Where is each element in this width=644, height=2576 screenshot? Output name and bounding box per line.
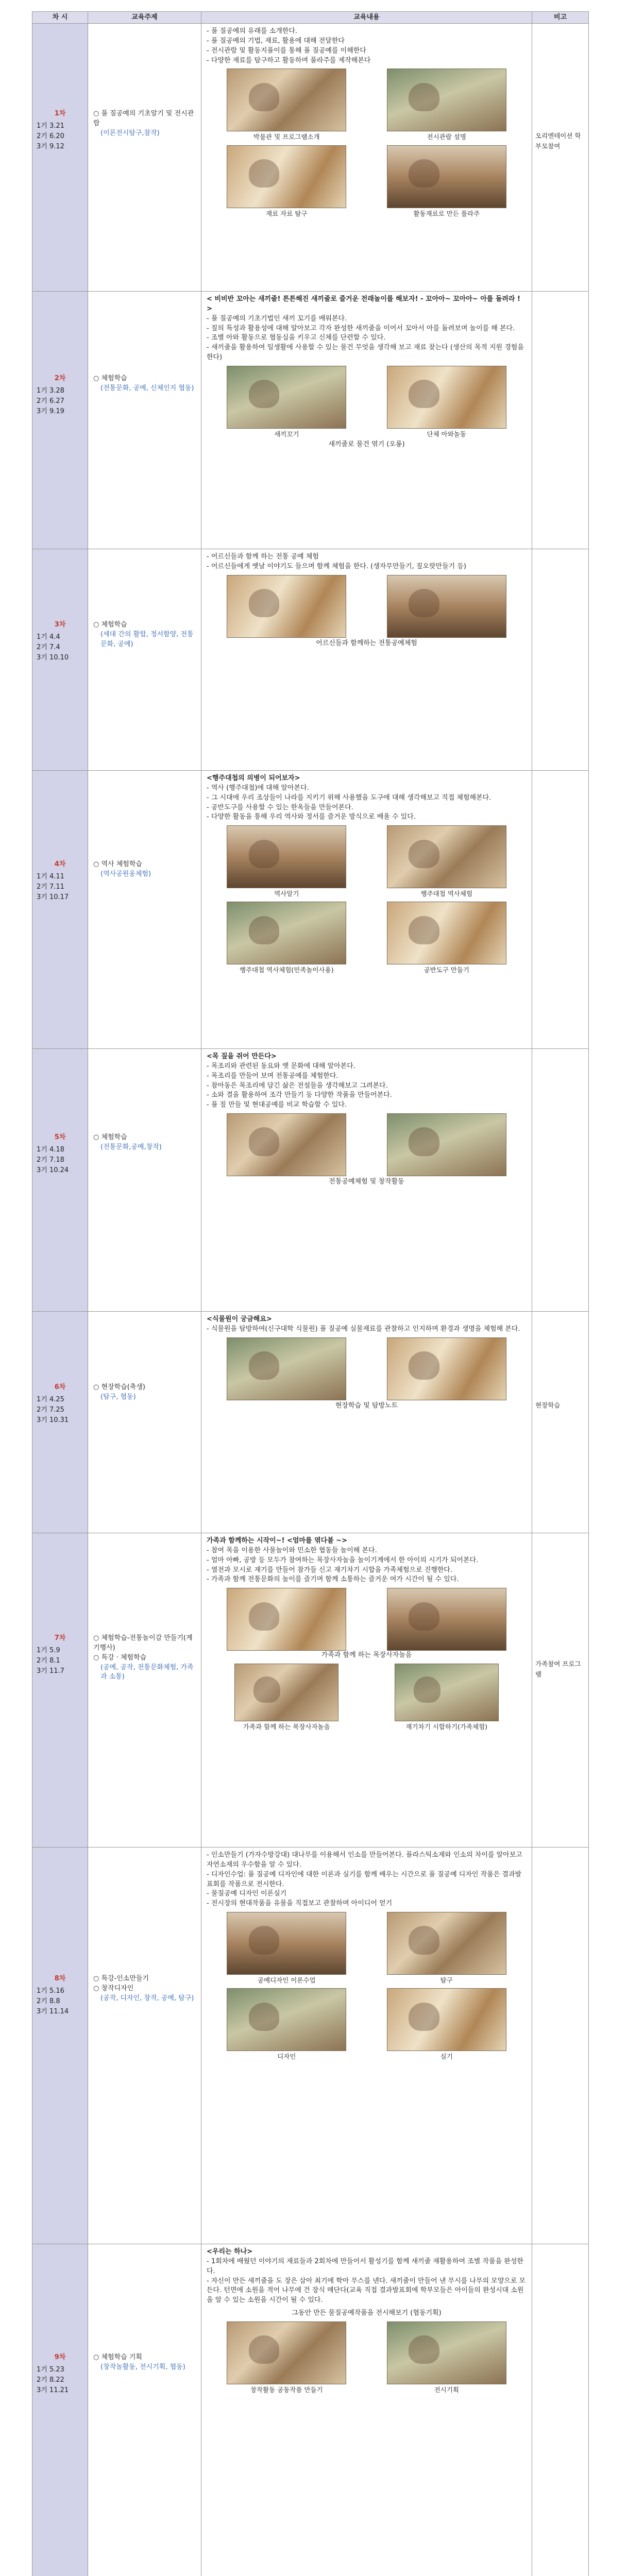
photo-image xyxy=(387,1588,506,1651)
session-cell xyxy=(32,1312,88,1533)
content-body xyxy=(207,1536,527,1732)
session-number: 4차 xyxy=(54,860,66,868)
topic-cell xyxy=(88,1312,201,1533)
session-date: 3기 10.31 xyxy=(37,1416,69,1425)
photo-row xyxy=(207,1337,527,1400)
content-heading: <우리는 하나> xyxy=(207,2248,253,2256)
table-header-row xyxy=(32,12,589,24)
photo-image xyxy=(227,1337,346,1400)
program-table-document xyxy=(32,11,588,2576)
photo-image xyxy=(387,575,506,638)
topic-cell xyxy=(88,24,201,292)
photo-caption: 어르신들과 함께하는 전통공예체험 xyxy=(316,639,417,647)
content-body xyxy=(207,1851,527,2061)
session-date: 1기 4.25 xyxy=(37,1395,64,1403)
photo-item xyxy=(227,145,346,218)
content-heading: <행주대첩의 의병이 되어보자> xyxy=(207,774,300,782)
session-info xyxy=(32,1049,88,1176)
content-body xyxy=(207,552,527,649)
photo-image xyxy=(227,145,346,208)
photo-image xyxy=(387,1988,506,2051)
photo-caption: 가족과 함께 하는 목장사자놀음 xyxy=(243,1723,330,1731)
session-cell xyxy=(32,2244,88,2576)
photo-image xyxy=(227,825,346,888)
session-number: 6차 xyxy=(54,1383,66,1391)
content-body xyxy=(207,1315,527,1411)
session-cell xyxy=(32,1848,88,2244)
photo-image xyxy=(387,69,506,131)
content-line: - 어르신들에게 옛날 이야기도 들으며 함께 체험을 한다. (생자무만들기, 짚오랏만들기 등) xyxy=(207,562,527,572)
table-row xyxy=(32,1533,589,1848)
photo-image xyxy=(227,1588,346,1651)
photo-image xyxy=(227,366,346,429)
table-row xyxy=(32,771,589,1049)
topic-bullet: ○ 특강-인소만들기 xyxy=(93,1974,198,1984)
topic-bullet: ○ 체험학습 xyxy=(93,374,198,384)
photo-caption: 재기차기 시합하기(가족체험) xyxy=(405,1723,488,1731)
note-cell xyxy=(532,2244,589,2576)
topic-bullet: ○ 특강 · 체험학습 xyxy=(93,1653,198,1663)
content-cell xyxy=(201,1848,532,2244)
session-cell xyxy=(32,549,88,771)
topic-subtitle: (역사공원옹체험) xyxy=(100,870,151,878)
photo-row xyxy=(207,1113,527,1176)
session-info xyxy=(32,292,88,417)
topic-subtitle: (세대 간의 활합, 정서함양, 전통문화, 공예) xyxy=(100,630,194,648)
topic-subtitle: (탐구, 협동) xyxy=(100,1393,136,1401)
photo-caption: 디자인 xyxy=(277,2053,296,2061)
session-date: 1기 5.9 xyxy=(37,1646,60,1654)
photo-image xyxy=(387,145,506,208)
photo-image xyxy=(387,1113,506,1176)
photo-caption: 전시기획 xyxy=(434,2385,459,2394)
session-date: 2기 6.20 xyxy=(37,132,64,140)
photo-image xyxy=(227,2321,346,2384)
photo-caption: 행주대첩 역사체험(민족놀이사용) xyxy=(239,966,334,974)
session-date: 3기 10.24 xyxy=(37,1166,69,1175)
photo-row xyxy=(207,145,527,218)
session-date: 3기 10.10 xyxy=(37,654,69,662)
photo-caption: 새끼줄로 물건 엮기 (오롱) xyxy=(328,440,405,449)
note-cell xyxy=(532,1533,589,1848)
photo-item xyxy=(227,1113,346,1176)
session-number: 2차 xyxy=(54,375,66,382)
session-info xyxy=(32,24,88,152)
content-line: - 소와 결을 활용하여 조각 만들기 등 다양한 작품을 만들어본다. xyxy=(207,1091,527,1100)
photo-row xyxy=(207,1664,527,1732)
note-text: 가족참여 프로그램 xyxy=(535,1660,581,1678)
session-date: 2기 6.27 xyxy=(37,397,64,405)
session-date: 1기 5.23 xyxy=(37,2365,64,2374)
content-line: - 물질공예 디자인 이론실기 xyxy=(207,1889,527,1899)
content-cell xyxy=(201,549,532,771)
content-line: - 역사 (행주대첩)에 대해 알아본다. xyxy=(207,784,527,793)
content-body xyxy=(207,27,527,218)
topic-bullet: ○ 체험학습 xyxy=(93,1133,198,1143)
photo-item xyxy=(387,1988,506,2061)
content-body xyxy=(207,295,527,450)
photo-image xyxy=(387,1912,506,1975)
content-cell xyxy=(201,1312,532,1533)
content-line: - 참여 목을 이용한 사물놀이와 민소한 협동들 놀이해 본다. xyxy=(207,1546,527,1556)
content-body xyxy=(207,774,527,975)
photo-image xyxy=(234,1664,338,1721)
photo-image xyxy=(387,825,506,888)
session-date: 3기 9.12 xyxy=(37,143,64,151)
session-date: 1기 4.18 xyxy=(37,1145,64,1154)
content-cell xyxy=(201,24,532,292)
photo-item xyxy=(387,902,506,975)
photo-item xyxy=(227,575,346,638)
note-cell xyxy=(532,292,589,549)
topic-cell xyxy=(88,1533,201,1848)
photo-caption: 공예디자인 이론수업 xyxy=(257,1976,316,1985)
photo-caption: 단체 아와놀동 xyxy=(427,430,466,438)
photo-item xyxy=(227,1912,346,1985)
content-body xyxy=(207,2247,527,2395)
topic-info xyxy=(88,1312,201,1402)
note-cell xyxy=(532,1049,589,1312)
content-heading: 가족과 함께하는 시작이~! <엄마를 엮다볼 ~> xyxy=(207,1537,348,1545)
session-date: 1기 5.16 xyxy=(37,1987,64,1995)
session-date: 2기 8.8 xyxy=(37,1997,60,2005)
photo-row xyxy=(207,1988,527,2061)
content-line: - 인소만들기 (가자수방강대) 대나무를 이용해서 인소를 만들어본다. 플라스틱소재와 인소의 차이를 알아보고 자연소재의 우수함을 알 수 있다. xyxy=(207,1851,527,1870)
photo-item xyxy=(227,366,346,439)
session-date: 2기 7.4 xyxy=(37,643,60,651)
session-date: 2기 7.18 xyxy=(37,1156,64,1164)
note-cell xyxy=(532,771,589,1049)
note-cell xyxy=(532,24,589,292)
note-text: 현장학습 xyxy=(535,1401,561,1409)
content-line: - 조별 아와 활동으로 협동심을 키우고 신체를 단련할 수 있다. xyxy=(207,333,527,343)
photo-image xyxy=(387,1337,506,1400)
content-line: - 그 시대에 우리 조상들이 나라를 지키기 위해 사용했을 도구에 대해 생각해보고 직접 체험해본다. xyxy=(207,793,527,803)
table-row xyxy=(32,292,589,549)
session-cell xyxy=(32,24,88,292)
photo-caption: 역사알기 xyxy=(274,890,299,898)
session-date: 3기 10.17 xyxy=(37,893,69,902)
topic-cell xyxy=(88,549,201,771)
photo-caption: 실기 xyxy=(440,2053,453,2061)
table-row xyxy=(32,1312,589,1533)
content-line: - 전시장의 현대작품을 유물을 직접보고 관찰하며 아이디어 얻기 xyxy=(207,1899,527,1909)
session-info xyxy=(32,771,88,903)
session-date: 2기 8.1 xyxy=(37,1656,60,1665)
content-line: - 식물원을 탐방하여(신구대학 식물원) 풀 질공예 실물재료를 관찰하고 인지하며 환경과 생명을 체험해 본다. xyxy=(207,1325,527,1334)
topic-info xyxy=(88,292,201,394)
topic-cell xyxy=(88,1049,201,1312)
topic-cell xyxy=(88,771,201,1049)
session-date: 2기 7.11 xyxy=(37,883,64,891)
content-line: - 가족과 함께 전통문화의 놀이를 즐기며 함께 소통하는 즐거운 여가 시간이 될 수 있다. xyxy=(207,1575,527,1585)
topic-subtitle: (공작, 디자인, 창작, 공예, 탐구) xyxy=(100,1994,194,2002)
photo-item xyxy=(387,575,506,638)
topic-subtitle: (공예, 공작, 전통문화체험, 가족과 소통) xyxy=(100,1663,194,1681)
content-line: - 디자인수업: 풀 질공예 디자인에 대한 이론과 실기를 함께 배우는 시간으로 풀 질공예 디자인 작품은 결과발표회를 작품으로 전시한다. xyxy=(207,1870,527,1890)
content-line: - 1회차에 배웠던 이야기의 재료들과 2회차에 만들어서 활성기를 함께 새끼줄 재활용하여 조별 작품을 완성한다. xyxy=(207,2257,527,2277)
content-photo-note: 그동안 만든 물질공예작품을 전시해보기 (협동기획) xyxy=(292,2309,442,2317)
topic-cell xyxy=(88,2244,201,2576)
photo-item xyxy=(387,1337,506,1400)
topic-bullet: ○ 체험학습 기획 xyxy=(93,2353,198,2363)
content-heading: <목 짚을 쥐어 만든다> xyxy=(207,1053,277,1060)
header-session: 차 시 xyxy=(32,12,88,24)
content-line: - 목조리를 만들어 보며 전통공예를 체험한다. xyxy=(207,1072,527,1081)
topic-subtitle: (이론전시탐구,참작) xyxy=(100,129,160,137)
photo-caption: 활동재료로 만든 풀라주 xyxy=(413,209,480,217)
topic-subtitle: (전통문화, 공예, 신체인지 협동) xyxy=(100,384,194,392)
session-number: 3차 xyxy=(54,621,66,629)
photo-row xyxy=(207,825,527,899)
photo-image xyxy=(227,1113,346,1176)
photo-item xyxy=(227,69,346,142)
photo-caption: 현장학습 및 탐방노트 xyxy=(335,1401,398,1410)
session-number: 5차 xyxy=(54,1133,66,1141)
content-line: - 새끼줄을 활용하여 일생활에 사용할 수 있는 물건 무엇을 생각해 보고 재료 찾는다 (생산의 목적 지원 경험을 한다) xyxy=(207,343,527,363)
content-line: - 풀 질공예의 기법, 재료, 활용에 대해 전달한다 xyxy=(207,37,527,46)
photo-item xyxy=(227,1588,346,1651)
content-line: - 엄마 아빠, 공방 등 모두가 참여하는 목장사자놀을 놀이기계에서 한 아이의 시기가 되어본다. xyxy=(207,1556,527,1566)
photo-caption: 박물관 및 프로그램소개 xyxy=(253,133,320,141)
photo-item xyxy=(387,145,506,218)
topic-info xyxy=(88,771,201,879)
session-date: 1기 3.21 xyxy=(37,122,64,130)
photo-item xyxy=(387,825,506,899)
content-heading: < 비비반 꼬아는 새끼줄! 튼튼해진 새끼줄로 즐거운 전래놀이를 해보자! - 꼬아아~ 꼬아아~ 아를 돌려라 ! > xyxy=(207,295,520,313)
photo-item xyxy=(227,1337,346,1400)
photo-image xyxy=(387,366,506,429)
photo-row xyxy=(207,69,527,142)
photo-caption: 탐구 xyxy=(440,1976,453,1985)
content-cell xyxy=(201,1533,532,1848)
table-row xyxy=(32,549,589,771)
topic-bullet: ○ 체험학습-전통놀이감 만들기(계기행사) xyxy=(93,1634,198,1653)
photo-caption: 새끼꼬기 xyxy=(274,430,299,438)
photo-row xyxy=(207,575,527,638)
topic-bullet: ○ 풀 질공예의 기초알기 및 전시관람 xyxy=(93,109,198,129)
topic-cell xyxy=(88,292,201,549)
photo-item xyxy=(227,1988,346,2061)
content-cell xyxy=(201,2244,532,2576)
topic-info xyxy=(88,2244,201,2372)
content-line: - 전시관람 및 활동지풀이를 통해 풀 질공예를 이해한다 xyxy=(207,46,527,56)
session-info xyxy=(32,2244,88,2396)
session-number: 9차 xyxy=(54,2353,66,2361)
photo-image xyxy=(387,902,506,964)
session-date: 1기 3.28 xyxy=(37,386,64,395)
session-cell xyxy=(32,292,88,549)
session-date: 1기 4.11 xyxy=(37,872,64,880)
session-date: 3기 11.14 xyxy=(37,2008,69,2016)
header-topic: 교육주제 xyxy=(88,12,201,24)
session-info xyxy=(32,1533,88,1676)
header-content: 교육내용 xyxy=(201,12,532,24)
photo-caption: 가족과 함께 하는 목장사자놀음 xyxy=(321,1651,412,1659)
photo-caption: 전시관람 설명 xyxy=(427,133,466,141)
content-line: - 풀 질공예의 유래를 소개한다. xyxy=(207,27,527,37)
photo-caption: 공반도구 만들기 xyxy=(423,966,469,974)
photo-row xyxy=(207,1588,527,1651)
photo-item xyxy=(387,366,506,439)
photo-item xyxy=(227,2321,346,2395)
session-number: 7차 xyxy=(54,1634,66,1642)
content-line: - 공반도구를 사용할 수 있는 한옥들을 만들어본다. xyxy=(207,803,527,813)
photo-caption: 전통공예체험 및 창작활동 xyxy=(329,1178,404,1186)
photo-image xyxy=(227,1912,346,1975)
photo-image xyxy=(227,575,346,638)
topic-info xyxy=(88,24,201,139)
photo-caption: 창작활동 공동작품 만들기 xyxy=(250,2385,323,2394)
photo-item xyxy=(387,2321,506,2395)
topic-subtitle: (전통문화,공예,창작) xyxy=(100,1143,162,1151)
photo-row xyxy=(207,1912,527,1985)
content-cell xyxy=(201,292,532,549)
content-line: - 짚의 특성과 활용성에 대해 알아보고 각자 완성한 새끼줄을 이어서 꼬아서 아를 돌려보며 놀이를 해 본다. xyxy=(207,324,527,334)
note-cell xyxy=(532,1848,589,2244)
photo-image xyxy=(395,1664,499,1721)
content-line: - 다양한 재료를 탐구하고 활동하며 풀라주를 제작해본다 xyxy=(207,56,527,66)
session-info xyxy=(32,1848,88,2017)
content-line: - 어르신들과 함께 하는 전통 공예 체험 xyxy=(207,552,527,562)
topic-bullet: ○ 현장학습(축생) xyxy=(93,1383,198,1393)
session-cell xyxy=(32,771,88,1049)
photo-image xyxy=(227,902,346,964)
table-row xyxy=(32,1049,589,1312)
session-cell xyxy=(32,1533,88,1848)
table-row xyxy=(32,24,589,292)
content-body xyxy=(207,1052,527,1187)
content-line: - 열전과 모시로 재기를 만들어 참가들 신고 재기차기 시합을 가족체험으로 진행한다. xyxy=(207,1566,527,1575)
content-cell xyxy=(201,771,532,1049)
topic-info xyxy=(88,1533,201,1682)
note-cell xyxy=(532,1312,589,1533)
photo-row xyxy=(207,366,527,439)
content-line: - 다양한 활동을 통해 우리 역사와 정서를 즐거운 방식으로 배울 수 있다. xyxy=(207,812,527,822)
content-line: - 목조리와 관련된 동요와 옛 문화에 대해 알아본다. xyxy=(207,1062,527,1072)
topic-bullet: ○ 창작디자인 xyxy=(93,1984,198,1994)
photo-image xyxy=(227,69,346,131)
topic-cell xyxy=(88,1848,201,2244)
content-heading: <식물원이 궁금해요> xyxy=(207,1315,272,1323)
topic-info xyxy=(88,1848,201,2004)
note-cell xyxy=(532,549,589,771)
content-cell xyxy=(201,1049,532,1312)
session-date: 3기 11.21 xyxy=(37,2386,69,2395)
photo-caption: 재료 자료 탐구 xyxy=(266,209,308,217)
photo-item xyxy=(234,1664,338,1732)
topic-info xyxy=(88,1049,201,1153)
session-date: 1기 4.4 xyxy=(37,633,60,641)
photo-caption: 행주대첩 역사체험 xyxy=(420,890,473,898)
photo-item xyxy=(387,1588,506,1651)
session-number: 1차 xyxy=(54,110,66,117)
topic-info xyxy=(88,549,201,650)
topic-bullet: ○ 역사 체험학습 xyxy=(93,860,198,870)
topic-subtitle: (창작놀활동, 전시기획, 협동) xyxy=(100,2363,185,2371)
photo-item xyxy=(387,1912,506,1985)
content-line: - 자신이 만든 새끼줄을 도 장은 삼아 최기에 학아 무스를 넨다. 새끼줄이 만들어 낸 무시를 나무의 모양으로 모든다. 턴면에 소원을 적어 나무에 건 장식 매단다(교육 직접 결과발표회에 학부모들은 아이들의 완성시대 소원을 알 수 있는 소원을 시간이 될 수 있다. xyxy=(207,2277,527,2306)
note-text: 오리엔테이션 학부모참여 xyxy=(535,132,581,150)
content-line: - 풀 질공예의 기초기법인 새끼 꼬기를 배워본다. xyxy=(207,314,527,324)
header-note: 비고 xyxy=(532,12,589,24)
session-date: 3기 9.19 xyxy=(37,408,64,416)
photo-image xyxy=(387,2321,506,2384)
photo-row xyxy=(207,2321,527,2395)
session-date: 2기 7.25 xyxy=(37,1405,64,1414)
content-line: - 참아동은 목조리에 담긴 삶은 전설들을 생각해보고 그려본다. xyxy=(207,1081,527,1091)
session-date: 2기 8.22 xyxy=(37,2376,64,2384)
photo-item xyxy=(387,69,506,142)
session-cell xyxy=(32,1049,88,1312)
photo-item xyxy=(395,1664,499,1732)
photo-image xyxy=(227,1988,346,2051)
program-schedule-table xyxy=(32,11,589,2576)
photo-item xyxy=(227,825,346,899)
session-info xyxy=(32,1312,88,1426)
photo-item xyxy=(227,902,346,975)
topic-bullet: ○ 체험학습 xyxy=(93,620,198,630)
session-info xyxy=(32,549,88,663)
table-row xyxy=(32,2244,589,2576)
photo-item xyxy=(387,1113,506,1176)
table-row xyxy=(32,1848,589,2244)
session-number: 8차 xyxy=(54,1975,66,1982)
session-date: 3기 11.7 xyxy=(37,1667,64,1675)
photo-row xyxy=(207,902,527,975)
content-line: - 풀 짚 만들 및 현대공예를 비교 학습할 수 있다. xyxy=(207,1100,527,1110)
